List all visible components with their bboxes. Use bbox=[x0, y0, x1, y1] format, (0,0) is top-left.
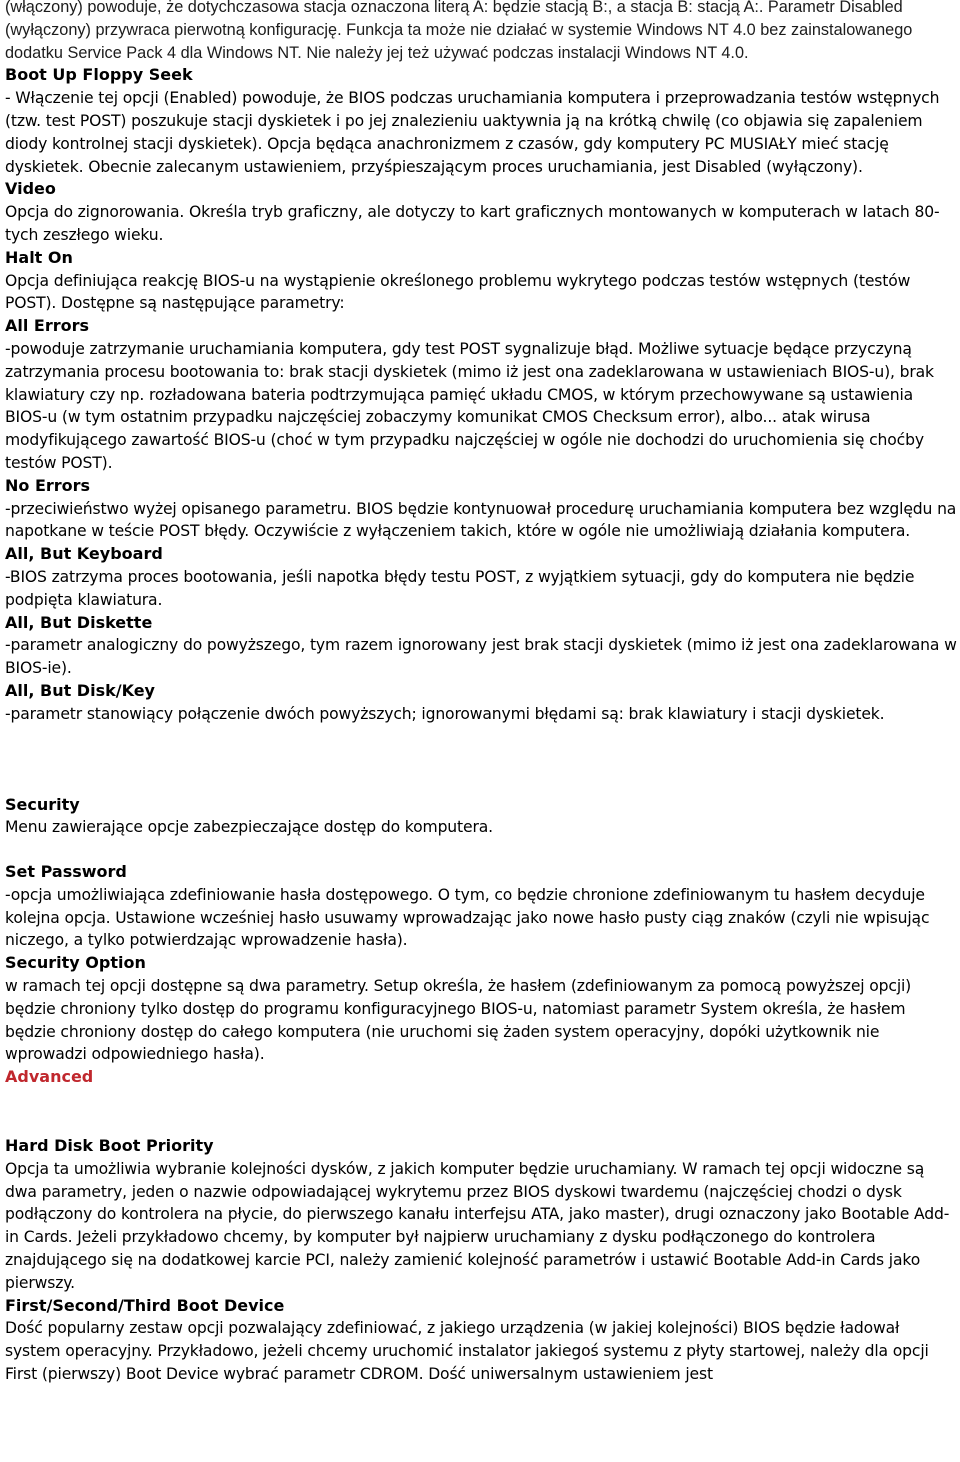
section-spacer bbox=[5, 1089, 957, 1135]
text-video: Opcja do zignorowania. Określa tryb graficzny, ale dotyczy to kart graficznych montowanych w komputerach w latach 80-tych zeszłego wieku. bbox=[5, 203, 940, 244]
text-security-option: w ramach tej opcji dostępne są dwa parametry. Setup określa, że hasłem (zdefiniowanym za pomocą powyższej opcji) będzie chroniony tylko dostęp do programu konfiguracyjnego BIOS-u, natomiast parametr System określa, że hasłem będzie chroniony dostęp do całego komputera (nie uruchomi się żaden system operacyjny, dopóki użytkownik nie wprowadzi odpowiedniego hasła). bbox=[5, 977, 912, 1064]
text-halt-on: Opcja definiująca reakcję BIOS-u na wystąpienie określonego problemu wykrytego podczas testów wstępnych (testów POST). Dostępne są następujące parametry: bbox=[5, 271, 911, 313]
intro-paragraph: (włączony) powoduje, że dotychczasowa stacja oznaczona literą A: będzie stacją B:, a stacja B: stacją A:. Parametr Disabled (wyłączony) przywraca pierwotną konfigurację. Funkcja ta może nie działać w systemie Windows NT 4.0 bez zainstalowanego dodatku Service Pack 4 dla Windows NT. Nie należy jej też używać podczas instalacji Windows NT 4.0. bbox=[5, 0, 913, 62]
heading-security-option: Security Option bbox=[5, 953, 146, 973]
text-hard-disk-boot-priority: Opcja ta umożliwia wybranie kolejności dysków, z jakich komputer będzie uruchamiany. W ramach tej opcji widoczne są dwa parametry, jeden o nazwie odpowiadającej wykrytemu przez BIOS dyskowi twardemu (najczęściej chodzi o dysk podłączony do kontrolera na płycie, do pierwszego kanału interfejsu ATA, jako master), drugi oznaczony jako Bootable Add-in Cards. Jeżeli przykładowo chcemy, by komputer był najpierw uruchamiany z dysku podłączonego do kontrolera znajdującego się na dodatkowej karcie PCI, należy zamienić kolejność parametrów i ustawić Bootable Add-in Cards jako pierwszy. bbox=[5, 1159, 950, 1292]
section-spacer bbox=[5, 726, 957, 794]
text-all-errors: -powoduje zatrzymanie uruchamiania komputera, gdy test POST sygnalizuje błąd. Możliwe sytuacje będące przyczyną zatrzymania procesu bootowania to: brak stacji dyskietek (mimo iż jest ona zadeklarowana w ustawieniach BIOS-u), brak klawiatury czy np. rozładowana bateria podtrzymująca pamięć układu CMOS, w którym przechowywane są ustawienia BIOS-u (w tym ostatnim przypadku najczęściej zobaczymy komunikat CMOS Checksum error), albo... atak wirusa modyfikującego zawartość BIOS-u (choć w tym przypadku najczęściej w ogóle nie dochodzi do uruchomienia się choćby testów POST). bbox=[5, 339, 934, 472]
heading-security: Security bbox=[5, 794, 80, 814]
text-no-errors: -przeciwieństwo wyżej opisanego parametru. BIOS będzie kontynuował procedurę uruchamiania komputera bez względu na napotkane w teście POST błędy. Oczywiście z wyłączeniem takich, które w ogóle nie umożliwiają działania komputera. bbox=[5, 499, 957, 541]
heading-set-password: Set Password bbox=[5, 862, 127, 882]
heading-all-but-disk-key: All, But Disk/Key bbox=[5, 680, 155, 700]
heading-boot-up-floppy-seek: Boot Up Floppy Seek bbox=[5, 65, 193, 85]
heading-no-errors: No Errors bbox=[5, 475, 91, 495]
text-boot-device: Dość popularny zestaw opcji pozwalający zdefiniować, z jakiego urządzenia (w jakiej kolejności) BIOS będzie ładował system operacyjny. Przykładowo, jeżeli chcemy uruchomić instalator jakiegoś systemu z płyty startowej, należy dla opcji First (pierwszy) Boot Device wybrać parametr CDROM. Dość uniwersalnym ustawieniem jest bbox=[5, 1319, 929, 1384]
text-boot-up-floppy-seek: - Włączenie tej opcji (Enabled) powoduje, że BIOS podczas uruchamiania komputera i przeprowadzania testów wstępnych (tzw. test POST) poszukuje stacji dyskietek i po jej znalezieniu uaktywnia ją na krótką chwilę (co objawia się zapaleniem diody kontrolnej stacji dyskietek). Opcja będąca anachronizmem z czasów, gdy komputery PC MUSIAŁY mieć stację dyskietek. Obecnie zalecanym ustawieniem, przyśpieszającym proces uruchamiania, jest Disabled (wyłączony). bbox=[5, 89, 940, 176]
document-page bbox=[5, 0, 957, 1386]
heading-hard-disk-boot-priority: Hard Disk Boot Priority bbox=[5, 1136, 214, 1156]
heading-boot-device: First/Second/Third Boot Device bbox=[5, 1295, 285, 1315]
heading-all-but-diskette: All, But Diskette bbox=[5, 612, 153, 632]
heading-advanced-link[interactable]: Advanced bbox=[5, 1067, 94, 1087]
text-all-but-diskette: -parametr analogiczny do powyższego, tym razem ignorowany jest brak stacji dyskietek (mimo iż jest ona zadeklarowana w BIOS-ie). bbox=[5, 636, 957, 678]
heading-video: Video bbox=[5, 179, 56, 199]
text-set-password: -opcja umożliwiająca zdefiniowanie hasła dostępowego. O tym, co będzie chronione zdefiniowanym tu hasłem decyduje kolejna opcja. Ustawione wcześniej hasło usuwamy wprowadzając jako nowe hasło pusty ciąg znaków (czyli nie wpisując niczego, a tylko potwierdzając wprowadzenie hasła). bbox=[5, 885, 930, 950]
heading-halt-on: Halt On bbox=[5, 247, 73, 267]
heading-all-but-keyboard: All, But Keyboard bbox=[5, 544, 163, 564]
section-spacer bbox=[5, 839, 957, 861]
text-security: Menu zawierające opcje zabezpieczające dostęp do komputera. bbox=[5, 818, 493, 837]
heading-all-errors: All Errors bbox=[5, 316, 90, 336]
text-all-but-disk-key: -parametr stanowiący połączenie dwóch powyższych; ignorowanymi błędami są: brak klawiatury i stacji dyskietek. bbox=[5, 704, 885, 723]
text-all-but-keyboard: -BIOS zatrzyma proces bootowania, jeśli napotka błędy testu POST, z wyjątkiem sytuacji, gdy do komputera nie będzie podpięta klawiatura. bbox=[5, 567, 915, 609]
